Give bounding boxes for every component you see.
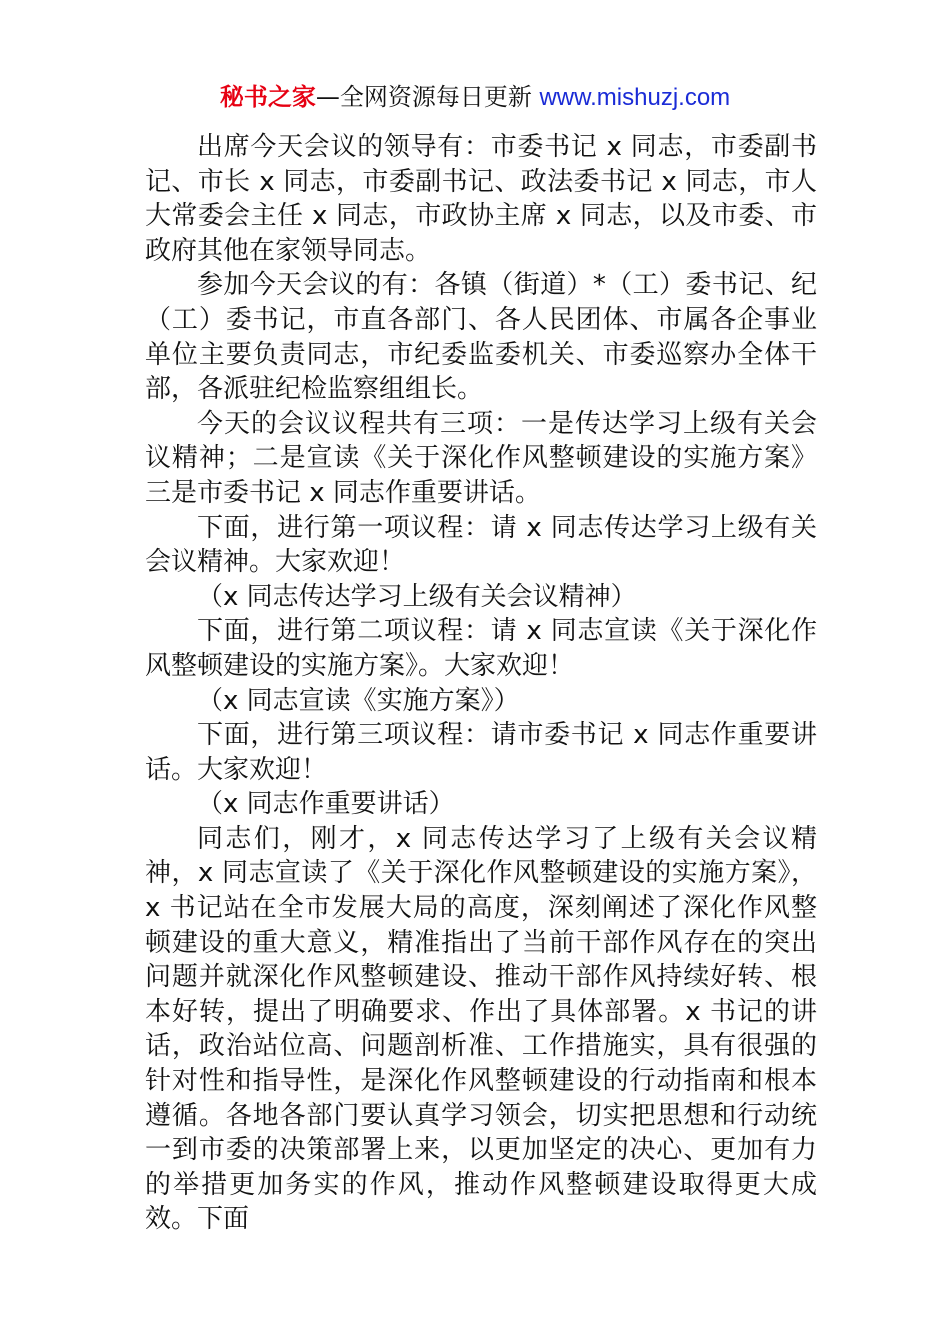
site-header bbox=[0, 82, 950, 113]
document-body bbox=[145, 130, 817, 1237]
paragraph-agenda-item-3: 下面，进行第三项议程：请市委书记 x 同志作重要讲话。大家欢迎！ bbox=[145, 720, 817, 785]
site-url-link[interactable]: www.mishuzj.com bbox=[539, 84, 731, 111]
paragraph-stage-note-1: （x 同志传达学习上级有关会议精神） bbox=[197, 581, 637, 612]
paragraph-closing-remarks: 同志们，刚才，x 同志传达学习了上级有关会议精神，x 同志宣读了《关于深化作风整顿建设的实施方案》，x 书记站在全市发展大局的高度，深刻阐述了深化作风整顿建设的重大意义，精准指出了当前干部作风存在的突出问题并就深化作风整顿建设、推动干部作风持续好转、根本好转，提出了明确要求、作出了具体部署。x 书记的讲话，政治站位高、问题剖析准、工作措施实，具有很强的针对性和指导性，是深化作风整顿建设的行动指南和根本遵循。各地各部门要认真学习领会，切实把思想和行动统一到市委的决策部署上来，以更加坚定的决心、更加有力的举措更加务实的作风，推动作风整顿建设取得更大成效。下面 bbox=[145, 823, 817, 1235]
paragraph-stage-note-3: （x 同志作重要讲话） bbox=[197, 789, 455, 820]
paragraph-agenda-item-2: 下面，进行第二项议程：请 x 同志宣读《关于深化作风整顿建设的实施方案》。大家欢迎！ bbox=[145, 616, 817, 681]
header-slogan: —全网资源每日更新 bbox=[315, 83, 532, 111]
paragraph-agenda-item-1: 下面，进行第一项议程：请 x 同志传达学习上级有关会议精神。大家欢迎！ bbox=[145, 512, 817, 578]
paragraph-stage-note-2: （x 同志宣读《实施方案》） bbox=[197, 685, 520, 716]
paragraph-participants: 参加今天会议的有：各镇（街道）*（工）委书记、纪（工）委书记，市直各部门、各人民团体、市属各企事业单位主要负责同志，市纪委监委机关、市委巡察办全体干部，各派驻纪检监察组组长。 bbox=[145, 270, 817, 405]
brand-name: 秘书之家 bbox=[219, 83, 316, 111]
paragraph-agenda: 今天的会议议程共有三项：一是传达学习上级有关会议精神；二是宣读《关于深化作风整顿建设的实施方案》三是市委书记 x 同志作重要讲话。 bbox=[145, 408, 817, 508]
paragraph-attending-leaders: 出席今天会议的领导有：市委书记 x 同志，市委副书记、市长 x 同志，市委副书记、政法委书记 x 同志，市人大常委会主任 x 同志，市政协主席 x 同志，以及市委、市政府其他在家领导同志。 bbox=[145, 132, 817, 266]
